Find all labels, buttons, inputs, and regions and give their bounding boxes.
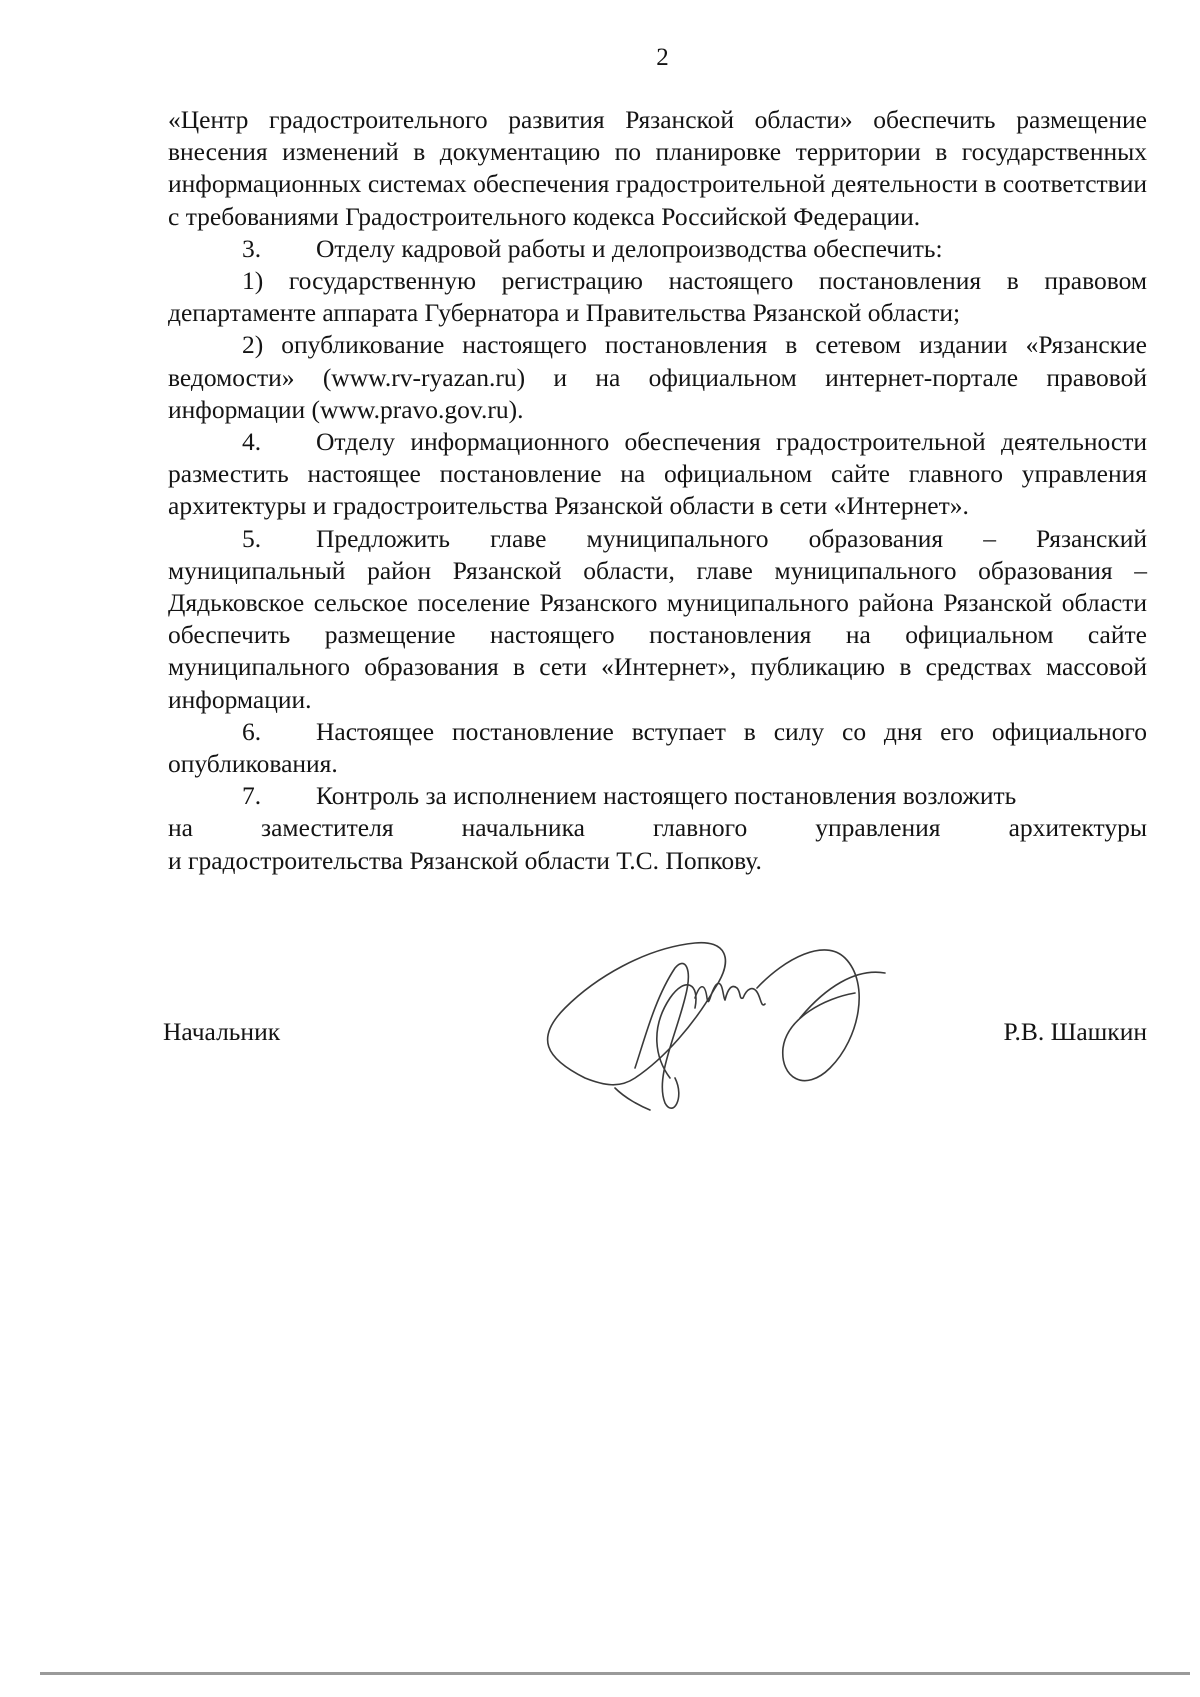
signatory-name: Р.В. Шашкин xyxy=(1003,1017,1147,1046)
item-4 xyxy=(168,426,1147,523)
item-7-line-2: на заместителя начальника главного управления архитектуры xyxy=(168,813,1147,843)
item-text: Отделу кадровой работы и делопроизводства обеспечить: xyxy=(316,233,943,263)
item-3 xyxy=(168,233,1147,265)
document-body xyxy=(168,104,1147,877)
item-5 xyxy=(168,523,1147,716)
item-text: Настоящее постановление вступает в силу со дня его официального опубликования. xyxy=(168,716,1147,779)
item-number: 3. xyxy=(242,233,262,263)
item-number: 5. xyxy=(242,523,262,553)
item-text: Контроль за исполнением настоящего постановления возложить xyxy=(316,781,1017,811)
item-3-sub-2: 2) опубликование настоящего постановления в сетевом издании «Рязанские ведомости» (www.rv-ryazan.ru) и на официальном интернет-портале правовой информации (www.pravo.gov.ru). xyxy=(168,330,1147,424)
signatory-position: Начальник xyxy=(163,1017,281,1046)
page-number: 2 xyxy=(656,44,669,71)
item-text: Отделу информационного обеспечения градостроительной деятельности разместить настоящее постановление на официальном сайте главного управления архитектуры и градостроительства Рязанской области в сети «Интернет». xyxy=(168,427,1147,521)
item-number: 6. xyxy=(242,716,262,746)
item-7 xyxy=(168,780,1147,812)
signature-block xyxy=(163,1016,1147,1056)
item-6 xyxy=(168,716,1147,780)
item-3-sub-1: 1) государственную регистрацию настоящего постановления в правовом департаменте аппарата Губернатора и Правительства Рязанской области; xyxy=(168,266,1147,328)
item-7-line-3: и градостроительства Рязанской области Т.С. Попкову. xyxy=(168,845,762,875)
bottom-divider xyxy=(40,1672,1190,1675)
item-number: 4. xyxy=(242,427,262,457)
paragraph-intro: «Центр градостроительного развития Рязанской области» обеспечить размещение внесения изменений в документацию по планировке территории в государственных информационных системах обеспечения градостроительной деятельности в соответствии с требованиями Градостроительного кодекса Российской Федерации. xyxy=(168,105,1147,231)
item-number: 7. xyxy=(242,781,262,811)
item-text: Предложить главе муниципального образования – Рязанский муниципальный район Рязанской области, главе муниципального образования – Дядьковское сельское поселение Рязанского муниципального района Рязанской области обеспечить размещение настоящего постановления на официальном сайте муниципального образования в сети «Интернет», публикацию в средствах массовой информации. xyxy=(168,523,1147,714)
